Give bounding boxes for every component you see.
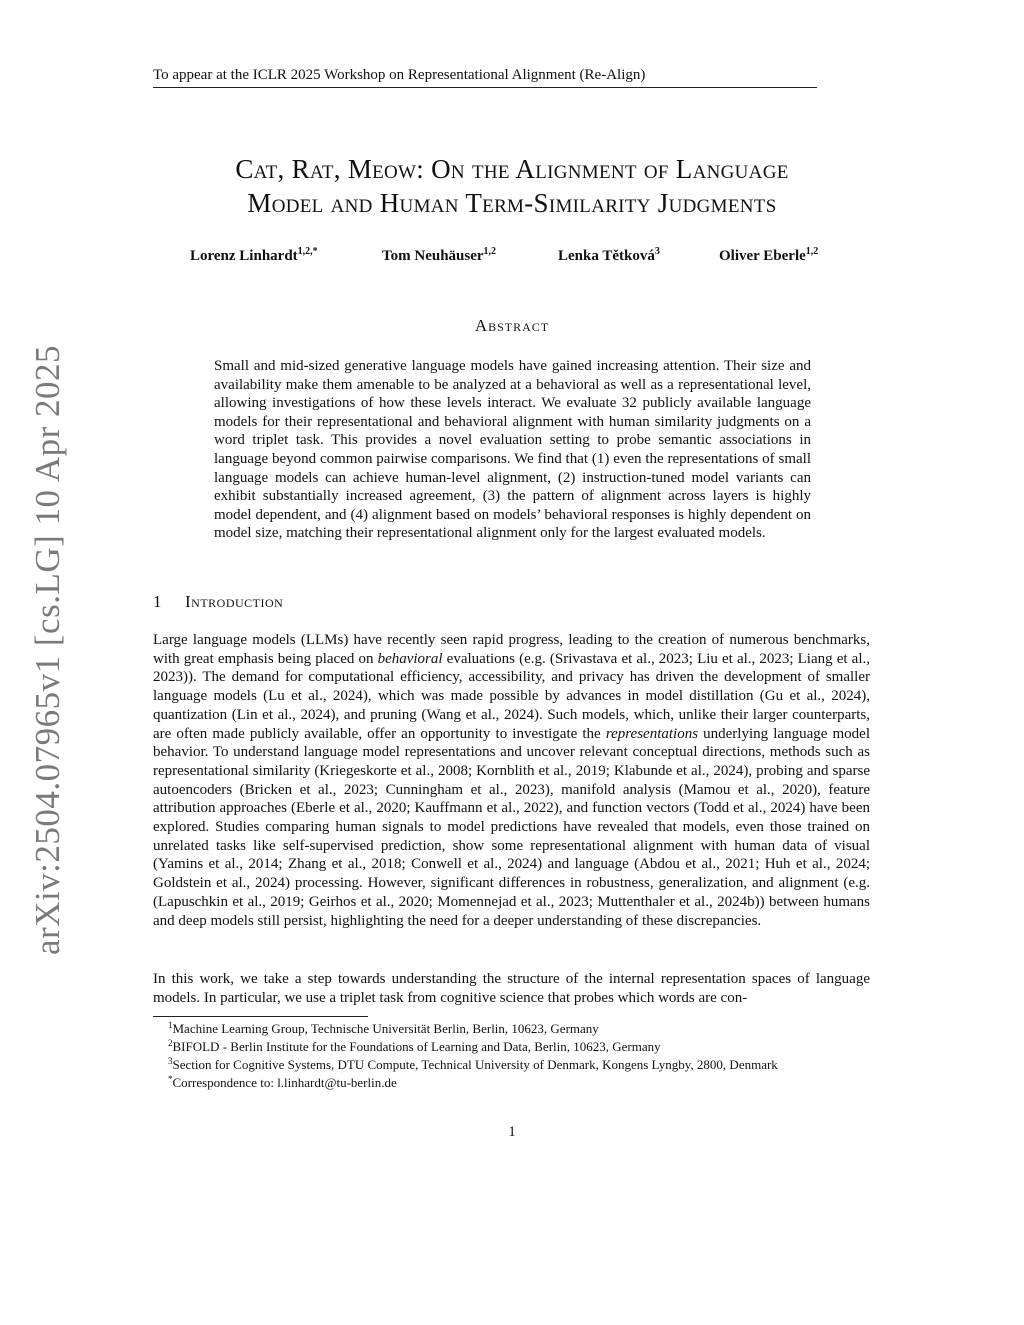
footnote-mark: * — [168, 1074, 173, 1084]
intro-paragraph-1 — [153, 631, 870, 930]
section-number: 1 — [153, 592, 162, 611]
author-name: Tom Neuhäuser — [382, 248, 484, 264]
author-affiliation: 1,2,* — [297, 246, 318, 257]
author — [558, 248, 660, 265]
intro-paragraph-2: In this work, we take a step towards understanding the structure of the internal representation spaces of language models. In particular, we use a triplet task from cognitive science that probes which words are con- — [153, 971, 870, 1006]
author-name: Oliver Eberle — [719, 248, 806, 264]
emphasis: behavioral — [377, 650, 443, 667]
author — [382, 248, 496, 265]
running-header: To appear at the ICLR 2025 Workshop on Representational Alignment (Re-Align) — [153, 66, 817, 88]
title-line-2: Model and Human Term-Similarity Judgments — [247, 188, 777, 218]
section-heading — [153, 592, 283, 612]
text-run: evaluations (e.g. (Srivastava et al., 2023; Liu et al., 2023; Liang et al., 2023)). The demand for computational efficiency, accessibility, and privacy has driven the development of smaller language models (Lu et al., 2024), which was made possible by advances in model distillation (Gu et al., 2024), quantization (Lin et al., 2024), and pruning (Wang et al., 2024). Such models, which, unlike their larger counterparts, are often made publicly available, offer an opportunity to investigate the — [153, 650, 870, 742]
abstract-heading: Abstract — [474, 316, 550, 335]
emphasis: representations — [605, 725, 699, 742]
footnote-text: Section for Cognitive Systems, DTU Compute, Technical University of Denmark, Kongens Lyngby, 2800, Denmark — [172, 1057, 778, 1072]
footnote-text: BIFOLD - Berlin Institute for the Foundations of Learning and Data, Berlin, 10623, Germany — [172, 1039, 661, 1054]
footnote — [168, 1038, 873, 1056]
footnote-text: Machine Learning Group, Technische Universität Berlin, Berlin, 10623, Germany — [172, 1021, 599, 1036]
footnote-mark: 2 — [168, 1038, 173, 1048]
footnotes — [168, 1020, 873, 1092]
text-run: underlying language model behavior. To understand language model representations and uncover relevant conceptual directions, methods such as representational similarity (Kriegeskorte et al., 2008; Kornblith et al., 2019; Klabunde et al., 2024), probing and sparse autoencoders (Bricken et al., 2023; Cunningham et al., 2023), manifold analysis (Mamou et al., 2020), feature attribution approaches (Eberle et al., 2020; Kauffmann et al., 2022), and function vectors (Todd et al., 2024) have been explored. Studies comparing human signals to model predictions have revealed that models, even those trained on unrelated tasks like self-supervised prediction, show some representational alignment with human data of visual (Yamins et al., 2014; Zhang et al., 2018; Conwell et al., 2024) and language (Abdou et al., 2021; Huh et al., 2024; Goldstein et al., 2024) processing. However, significant differences in robustness, generalization, and alignment (e.g. (Lapuschkin et al., 2019; Geirhos et al., 2020; Momennejad et al., 2023; Muttenthaler et al., 2024b)) between humans and deep models still persist, highlighting the need for a deeper understanding of these discrepancies. — [153, 725, 870, 929]
page-number: 1 — [508, 1124, 516, 1140]
footnote-text: Correspondence to: l.linhardt@tu-berlin.de — [172, 1075, 397, 1090]
footnote-mark: 3 — [168, 1056, 173, 1066]
footnote — [168, 1020, 873, 1038]
section-title: Introduction — [185, 592, 284, 611]
author-name: Lorenz Linhardt — [190, 248, 298, 264]
author — [190, 248, 318, 265]
footnote — [168, 1074, 873, 1092]
title-line-1: Cat, Rat, Meow: On the Alignment of Language — [235, 154, 789, 184]
arxiv-stamp: arXiv:2504.07965v1 [cs.LG] 10 Apr 2025 — [28, 344, 67, 956]
author-affiliation: 1,2 — [805, 246, 819, 257]
author-affiliation: 1,2 — [483, 246, 497, 257]
footnote-rule — [153, 1016, 368, 1017]
author-name: Lenka Tětková — [558, 248, 655, 264]
footnote-mark: 1 — [168, 1020, 173, 1030]
abstract-text: Small and mid-sized generative language models have gained increasing attention. Their size and availability make them amenable to be analyzed at a behavioral as well as a representational level, allowing investigations of how these levels interact. We evaluate 32 publicly available language models for their representational and behavioral alignment with human similarity judgments on a word triplet task. This provides a novel evaluation setting to probe semantic associations in language beyond common pairwise comparisons. We find that (1) even the representations of small language models can achieve human-level alignment, (2) instruction-tuned model variants can exhibit substantially increased agreement, (3) the pattern of alignment across layers is highly model dependent, and (4) alignment based on models’ behavioral responses is highly dependent on model size, matching their representational alignment only for the largest evaluated models. — [214, 358, 811, 542]
text-run: Large language models (LLMs) have recently seen rapid progress, leading to the creation of numerous benchmarks, with great emphasis being placed on — [153, 632, 870, 667]
author-affiliation: 3 — [654, 246, 660, 257]
footnote — [168, 1056, 873, 1074]
author — [719, 248, 818, 265]
paper-title — [120, 152, 904, 220]
